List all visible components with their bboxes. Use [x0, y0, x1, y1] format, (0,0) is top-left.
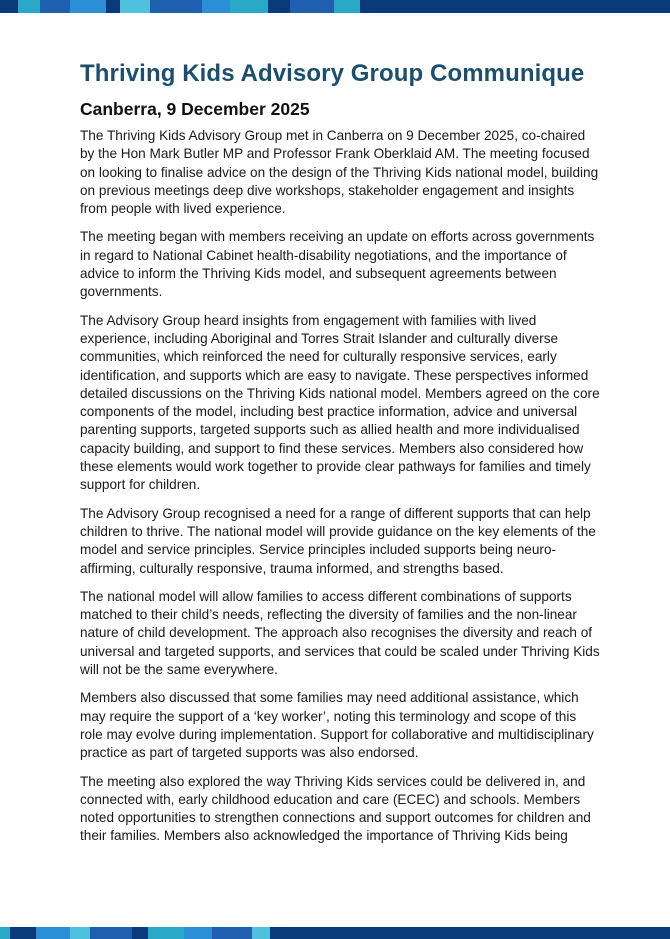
- bottom-decorative-bar: [0, 927, 670, 939]
- paragraph-4: The Advisory Group recognised a need for a range of different supports that can help children to thrive. The national model will provide guidance on the key elements of the model and service principles. Service principles included supports being neuro-affirming, culturally responsive, trauma informed, and strengths based.: [80, 505, 596, 576]
- paragraph-3: The Advisory Group heard insights from engagement with families with lived experience, including Aboriginal and Torres Strait Islander and culturally diverse communities, which reinforced the need for culturally responsive services, early identification, and supports which are easy to navigate. These perspectives informed detailed discussions on the Thriving Kids national model. Members agreed on the core components of the model, including best practice information, advice and universal parenting supports, targeted supports such as allied health and more individualised capacity building, and support to find these services. Members also considered how these elements would work together to provide clear pathways for families and timely support for children.: [80, 312, 600, 493]
- page-subtitle: Canberra, 9 December 2025: [80, 99, 310, 119]
- top-decorative-bar: [0, 0, 670, 13]
- paragraph-2: The meeting began with members receiving an update on efforts across governments in regard to National Cabinet health-disability negotiations, and the importance of advice to inform the Thriving Kids model, and subsequent agreements between governments.: [80, 229, 595, 300]
- page-title: Thriving Kids Advisory Group Communique: [80, 60, 585, 87]
- paragraph-5: The national model will allow families to access different combinations of supports matched to their child’s needs, reflecting the diversity of families and the non-linear nature of child development. The approach also recognises the diversity and reach of universal and targeted supports, and services that could be scaled under Thriving Kids will not be the same everywhere.: [80, 588, 600, 678]
- paragraph-7: The meeting also explored the way Thriving Kids services could be delivered in, and connected with, early childhood education and care (ECEC) and schools. Members noted opportunities to strengthen connections and support outcomes for children and their families. Members also acknowledged the importance of Thriving Kids being: [80, 773, 591, 844]
- paragraph-1: The Thriving Kids Advisory Group met in Canberra on 9 December 2025, co-chaired by the Hon Mark Butler MP and Professor Frank Oberklaid AM. The meeting focused on looking to finalise advice on the design of the Thriving Kids national model, building on previous meetings deep dive workshops, stakeholder engagement and insights from people with lived experience.: [80, 128, 599, 217]
- communique-body: [80, 127, 600, 856]
- paragraph-6: Members also discussed that some families may need additional assistance, which may require the support of a ‘key worker’, noting this terminology and scope of this role may evolve during implementation. Support for collaborative and multidisciplinary practice as part of targeted supports was also endorsed.: [80, 690, 594, 761]
